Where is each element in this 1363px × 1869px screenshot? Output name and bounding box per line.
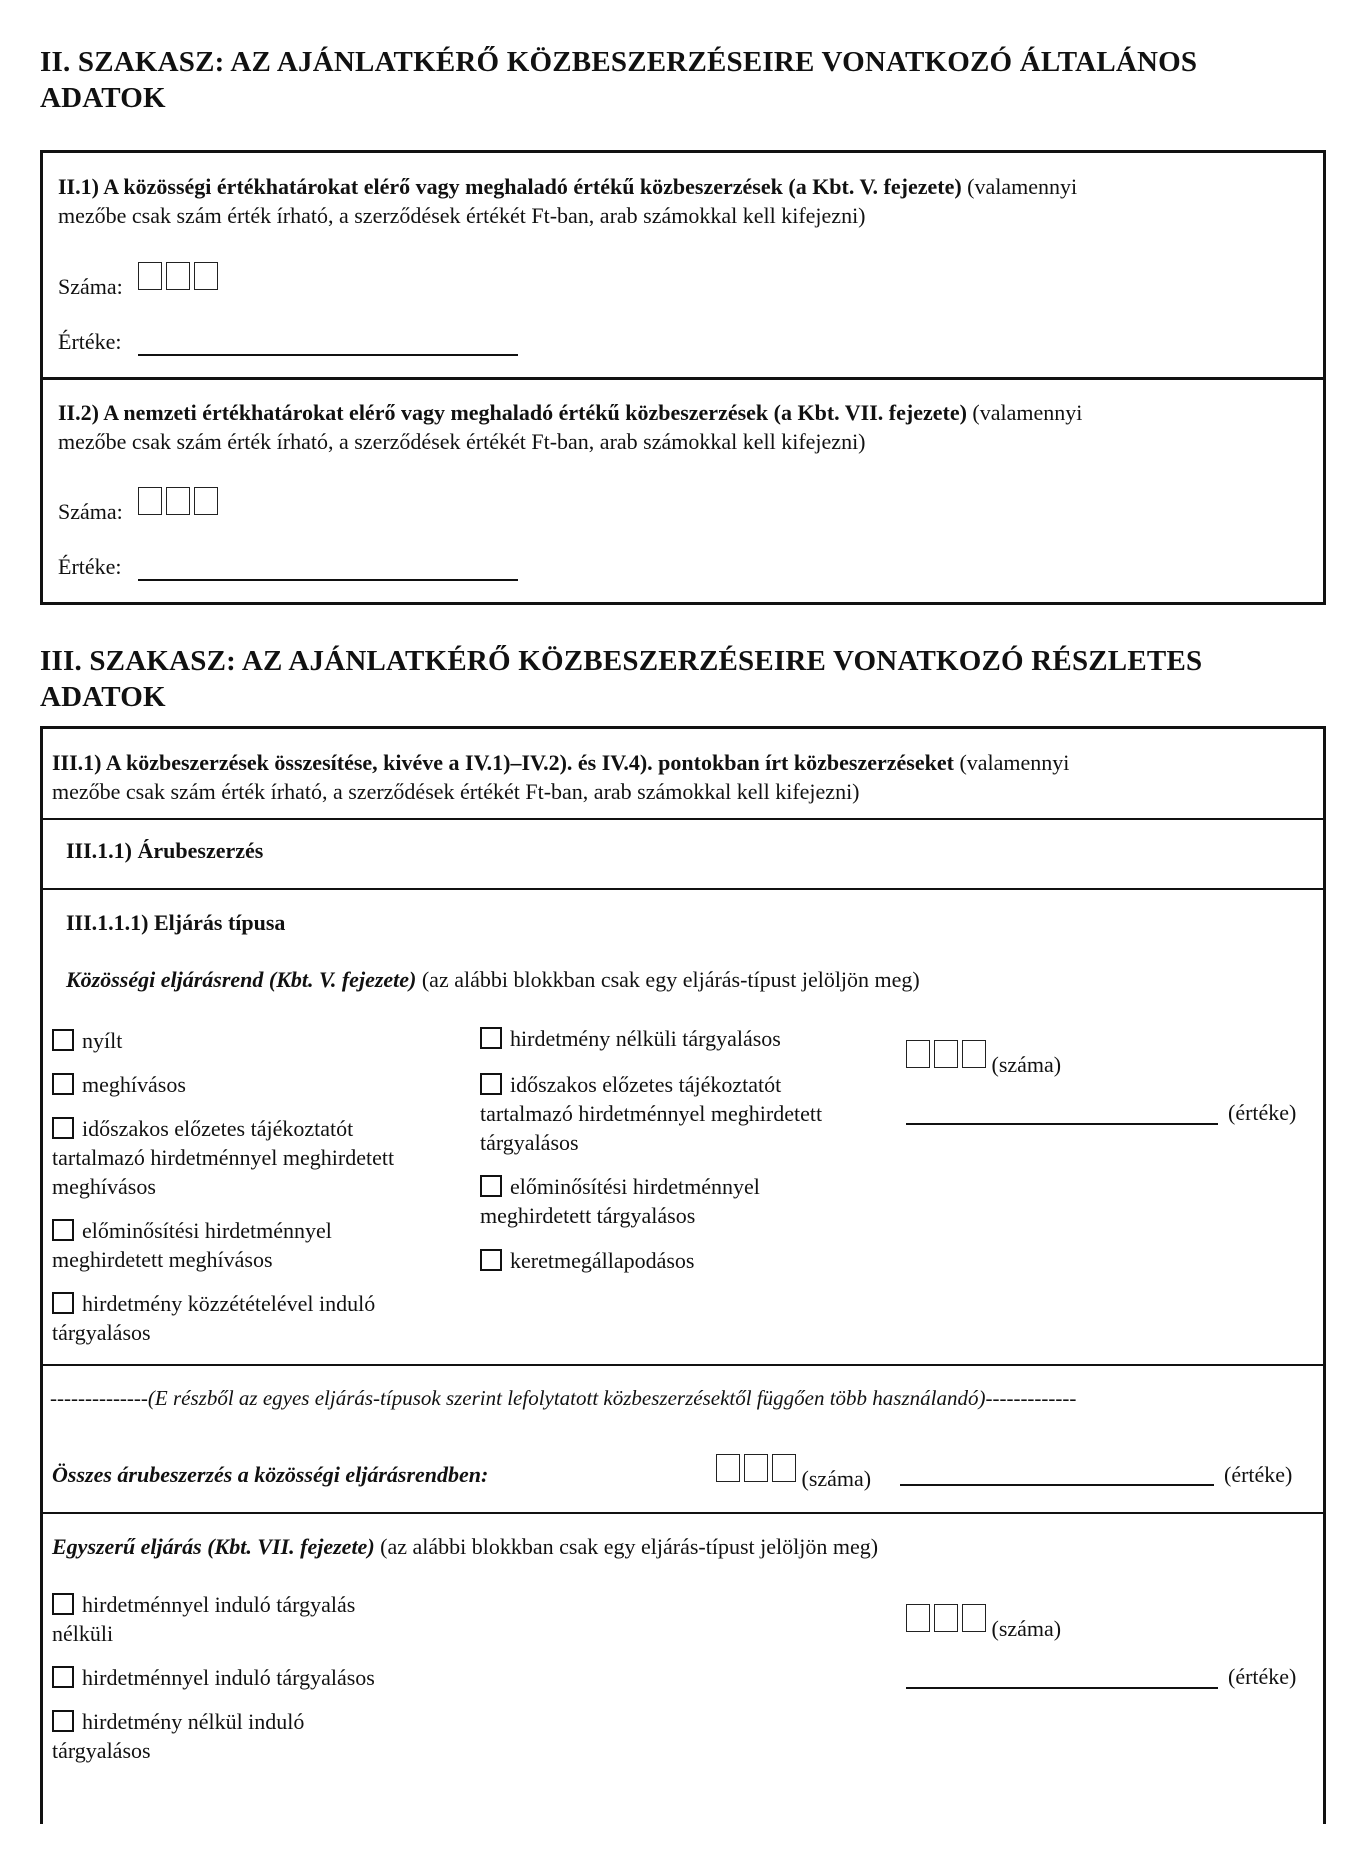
option-label-line1: előminősítési hirdetménnyel	[82, 1218, 332, 1243]
kozossegi-erteke-label: (értéke)	[1228, 1100, 1297, 1125]
ii2-title-bold: II.2) A nemzeti értékhatárokat elérő vagy meghaladó értékű közbeszerzések (a Kbt. VII. fejezete)	[58, 400, 967, 425]
egyszeru-eljaras-heading	[52, 1532, 878, 1561]
iii1-title-rest: (valamennyi	[953, 750, 1070, 775]
checkbox[interactable]	[480, 1175, 502, 1197]
checkbox[interactable]	[52, 1029, 74, 1051]
kozossegi-option-elominositesi-meghivasos[interactable]	[52, 1216, 332, 1274]
section-3-right-border	[1323, 726, 1326, 1824]
egyszeru-rest: (az alábbi blokkban csak egy eljárás-típust jelöljön meg)	[374, 1534, 879, 1559]
kozossegi-option-meghivasos[interactable]	[52, 1070, 186, 1099]
option-label-line2: tárgyalásos	[52, 1738, 151, 1763]
osszes-divider	[40, 1512, 1326, 1514]
kozossegi-label: Közösségi eljárásrend (Kbt. V. fejezete)	[66, 967, 417, 992]
ii2-szama-digit-boxes[interactable]	[138, 487, 218, 515]
option-label: nyílt	[82, 1028, 123, 1053]
option-label-line1: időszakos előzetes tájékoztatót	[82, 1116, 354, 1141]
kozossegi-szama-digit-boxes[interactable]	[906, 1040, 986, 1068]
osszes-erteke-label: (értéke)	[1224, 1462, 1293, 1487]
section-3-heading-line2: ADATOK	[40, 681, 166, 713]
iii1-title-bold: III.1) A közbeszerzések összesítése, kivéve a IV.1)–IV.2). és IV.4). pontokban írt közbeszerzéseket	[52, 750, 954, 775]
egyszeru-szama-digit-boxes[interactable]	[906, 1604, 986, 1632]
osszes-szama-label: (száma)	[801, 1466, 872, 1491]
osszes-szama	[716, 1454, 871, 1493]
section-2-divider	[40, 377, 1326, 380]
egyszeru-szama-label: (száma)	[991, 1616, 1062, 1641]
section-2-heading	[40, 44, 1197, 116]
ii2-title-rest: (valamennyi	[966, 400, 1083, 425]
option-label-line2: meghirdetett meghívásos	[52, 1247, 273, 1272]
egyszeru-szama	[906, 1604, 1061, 1643]
kozossegi-szama-label: (száma)	[991, 1052, 1062, 1077]
osszes-erteke-field[interactable]	[900, 1484, 1214, 1486]
kozossegi-option-idoszakos-targyalasos[interactable]	[480, 1070, 822, 1157]
egyszeru-erteke-field[interactable]	[906, 1687, 1218, 1689]
option-label-line2: nélküli	[52, 1621, 114, 1646]
checkbox[interactable]	[52, 1666, 74, 1688]
ii1-szama-label: Száma:	[58, 274, 123, 299]
ii1-szama-digit-boxes[interactable]	[138, 262, 218, 290]
option-label-line1: előminősítési hirdetménnyel	[510, 1174, 760, 1199]
kozossegi-eljarasrend-heading	[66, 965, 920, 994]
section-2-heading-line2: ADATOK	[40, 82, 166, 114]
kozossegi-option-nyilt[interactable]	[52, 1026, 122, 1055]
arubeszerzes-divider	[40, 888, 1326, 890]
option-label-line1: hirdetmény közzétételével induló	[82, 1291, 376, 1316]
checkbox[interactable]	[480, 1249, 502, 1271]
checkbox[interactable]	[480, 1073, 502, 1095]
option-label-line3: meghívásos	[52, 1174, 156, 1199]
checkbox[interactable]	[52, 1073, 74, 1095]
option-label-line2: tárgyalásos	[52, 1320, 151, 1345]
section-3-heading	[40, 643, 1202, 715]
ii2-title	[58, 398, 1318, 427]
checkbox[interactable]	[52, 1292, 74, 1314]
option-label-line1: időszakos előzetes tájékoztatót	[510, 1072, 782, 1097]
ii1-title	[58, 172, 1318, 201]
checkbox[interactable]	[52, 1117, 74, 1139]
egyszeru-erteke-label: (értéke)	[1228, 1664, 1297, 1689]
option-label: hirdetmény nélküli tárgyalásos	[510, 1026, 781, 1051]
option-label: keretmegállapodásos	[510, 1248, 695, 1273]
option-label-line2: tartalmazó hirdetménnyel meghirdetett	[480, 1101, 823, 1126]
osszes-szama-digit-boxes[interactable]	[716, 1454, 796, 1482]
osszes-arubeszerzes-label: Összes árubeszerzés a közösségi eljárásrendben:	[52, 1462, 489, 1487]
ii1-erteke-label: Értéke:	[58, 329, 122, 354]
section-3-heading-line1: III. SZAKASZ: AZ AJÁNLATKÉRŐ KÖZBESZERZÉSEIRE VONATKOZÓ RÉSZLETES	[40, 645, 1203, 677]
egyszeru-option-hirdetmennyel-targyalasos[interactable]	[52, 1663, 375, 1692]
ii1-line2: mezőbe csak szám érték írható, a szerződések értékét Ft-ban, arab számokkal kell kifejezni)	[58, 203, 866, 228]
separator-note: --------------(E részből az egyes eljárás-típusok szerint lefolytatott közbeszerzésektől függően több használandó)-------------	[50, 1386, 1077, 1410]
ii2-erteke-field[interactable]	[138, 579, 518, 581]
option-label-line2: meghirdetett tárgyalásos	[480, 1203, 696, 1228]
kozossegi-divider	[40, 1364, 1326, 1366]
kozossegi-szama	[906, 1040, 1061, 1079]
checkbox[interactable]	[52, 1219, 74, 1241]
ii1-erteke-field[interactable]	[138, 354, 518, 356]
ii2-erteke-label: Értéke:	[58, 554, 122, 579]
option-label-line1: hirdetmény nélkül induló	[82, 1709, 305, 1734]
checkbox[interactable]	[52, 1710, 74, 1732]
option-label-line1: hirdetménnyel induló tárgyalás	[82, 1592, 356, 1617]
ii2-line2: mezőbe csak szám érték írható, a szerződések értékét Ft-ban, arab számokkal kell kifejezni)	[58, 429, 866, 454]
ii2-szama	[58, 487, 218, 526]
kozossegi-rest: (az alábbi blokkban csak egy eljárás-típust jelöljön meg)	[416, 967, 920, 992]
option-label-line3: tárgyalásos	[480, 1130, 579, 1155]
option-label: meghívásos	[82, 1072, 186, 1097]
arubeszerzes-heading: III.1.1) Árubeszerzés	[66, 838, 264, 863]
iii1-divider	[40, 818, 1326, 820]
kozossegi-option-idoszakos-meghivasos[interactable]	[52, 1114, 394, 1201]
option-label: hirdetménnyel induló tárgyalásos	[82, 1665, 375, 1690]
section-2-heading-line1: II. SZAKASZ: AZ AJÁNLATKÉRŐ KÖZBESZERZÉSEIRE VONATKOZÓ ÁLTALÁNOS	[40, 46, 1198, 78]
egyszeru-option-hirdetmeny-nelkul-targyalasos[interactable]	[52, 1707, 304, 1765]
ii1-title-rest: (valamennyi	[961, 174, 1078, 199]
egyszeru-option-hirdetmennyel-targyalas-nelkuli[interactable]	[52, 1590, 355, 1648]
ii2-szama-label: Száma:	[58, 499, 123, 524]
kozossegi-option-keretmegallapodasos[interactable]	[480, 1246, 695, 1275]
kozossegi-option-elominositesi-targyalasos[interactable]	[480, 1172, 760, 1230]
iii1-title	[52, 748, 1318, 777]
kozossegi-erteke-field[interactable]	[906, 1123, 1218, 1125]
ii1-szama	[58, 262, 218, 301]
iii1-line2: mezőbe csak szám érték írható, a szerződések értékét Ft-ban, arab számokkal kell kifejezni)	[52, 779, 860, 804]
checkbox[interactable]	[480, 1027, 502, 1049]
section-3-top-border	[40, 726, 1326, 729]
kozossegi-option-hirdetmeny-kozzetetelevel[interactable]	[52, 1289, 375, 1347]
eljaras-tipusa-heading: III.1.1.1) Eljárás típusa	[66, 910, 286, 935]
checkbox[interactable]	[52, 1593, 74, 1615]
section-3-left-border	[40, 726, 43, 1824]
kozossegi-option-hirdetmeny-nelkuli[interactable]	[480, 1024, 781, 1053]
option-label-line2: tartalmazó hirdetménnyel meghirdetett	[52, 1145, 395, 1170]
egyszeru-label: Egyszerű eljárás (Kbt. VII. fejezete)	[52, 1534, 375, 1559]
ii1-title-bold: II.1) A közösségi értékhatárokat elérő vagy meghaladó értékű közbeszerzések (a Kbt. V. fejezete)	[58, 174, 962, 199]
